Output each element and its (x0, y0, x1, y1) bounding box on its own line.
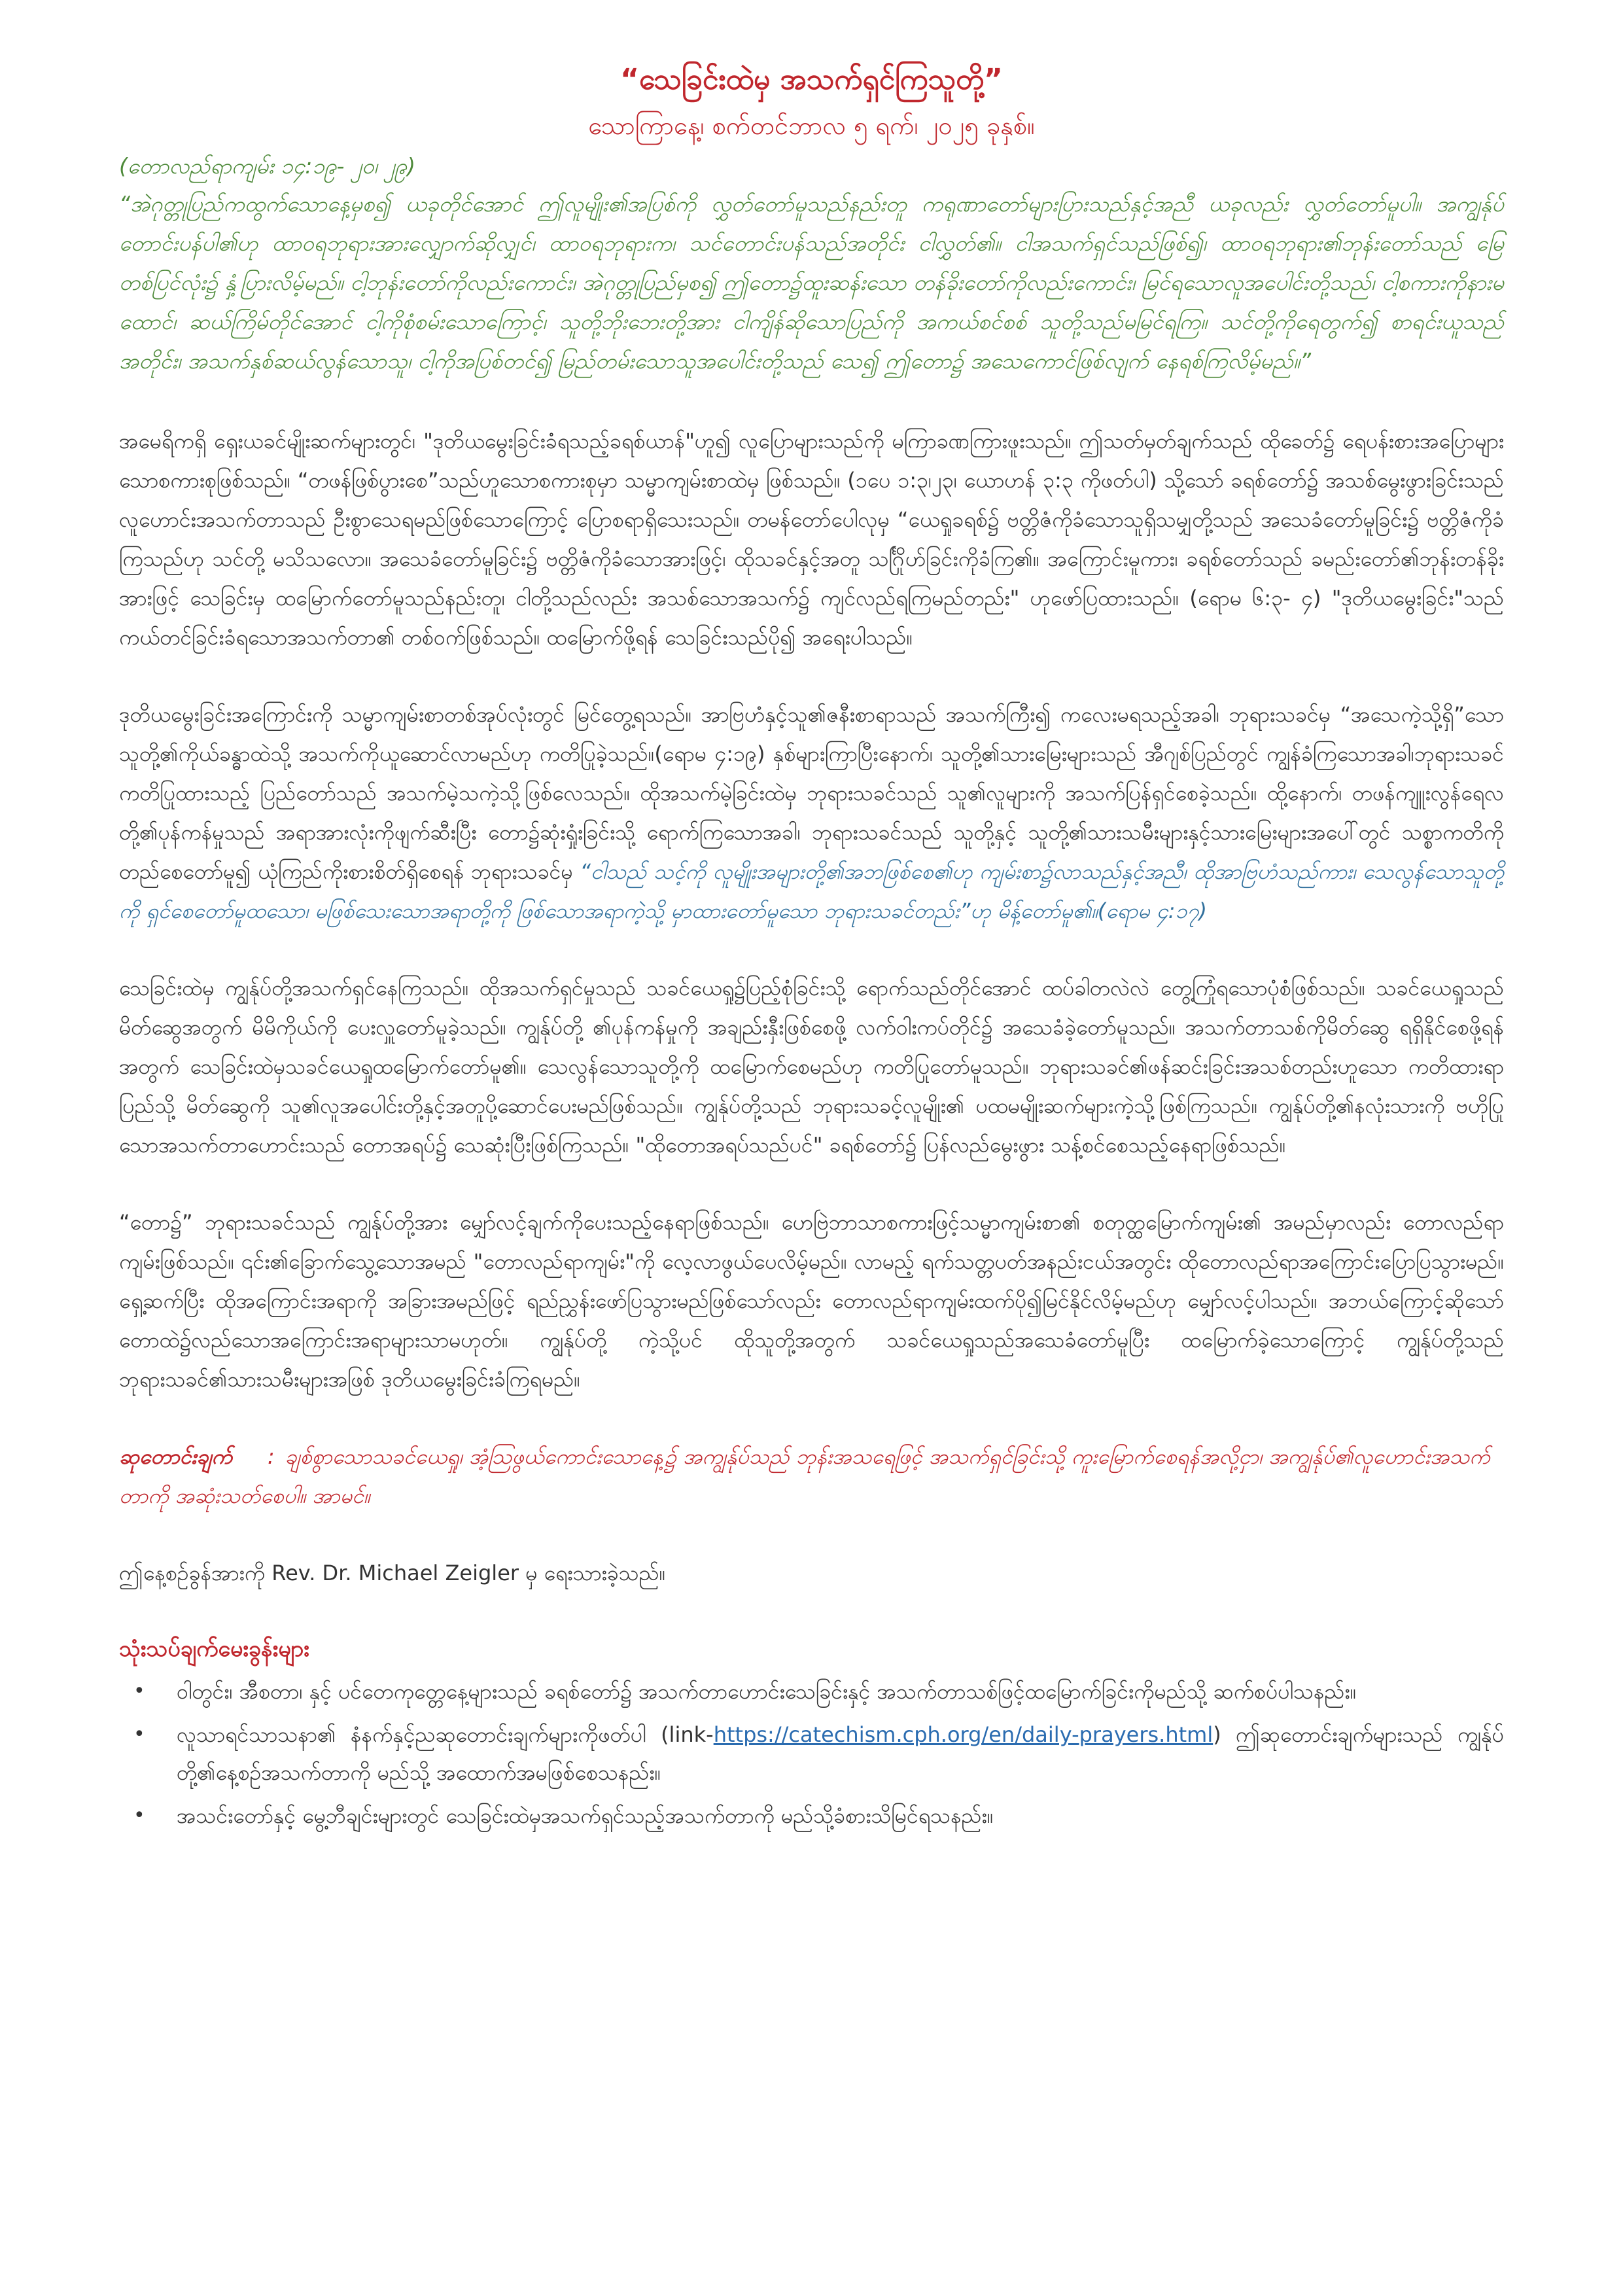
bullet-icon: • (133, 1723, 145, 1746)
daily-prayers-link[interactable]: https://catechism.cph.org/en/daily-prayers.html (713, 1722, 1213, 1747)
reflection-questions-list (119, 1672, 1504, 1835)
bullet-icon: • (133, 1804, 145, 1827)
spacer (119, 930, 1504, 968)
spacer (119, 1593, 1504, 1631)
body-paragraph-1: အမေရိကရှိ ရှေးယခင်မျိုးဆက်များတွင်၊ "ဒုတိယမွေးခြင်းခံရသည့်ခရစ်ယာန်"ဟူ၍ လူပြောများသည်ကို မကြာခဏကြားဖူးသည်။ ဤသတ်မှတ်ချက်သည် ထိုခေတ်၌ ရေပန်းစားအပြောများသောစကားစုဖြစ်သည်။ “တဖန်ဖြစ်ပွားစေ”သည်ဟူသောစကားစုမှာ သမ္မာကျမ်းစာထဲမှ ဖြစ်သည်။ (၁ပေ ၁:၃၊၂၃၊ ယောဟန် ၃:၃ ကိုဖတ်ပါ) သို့သော် ခရစ်တော်၌ အသစ်မွေးဖွားခြင်းသည် လူဟောင်းအသက်တာသည် ဦးစွာသေရမည်ဖြစ်သောကြောင့် ပြောစရာရှိသေးသည်။ တမန်တော်ပေါလုမှ “ယေရှုခရစ်၌ ဗတ္တိဇံကိုခံသောသူရှိသမျှတို့သည် အသေခံတော်မူခြင်း၌ ဗတ္တိဇံကိုခံကြသည်ဟု သင်တို့ မသိသလော။ အသေခံတော်မူခြင်း၌ ဗတ္တိဇံကိုခံသောအားဖြင့်၊ ထိုသခင်နှင့်အတူ သင်္ဂြိုဟ်ခြင်းကိုခံကြ၏။ အကြောင်းမူကား၊ ခရစ်တော်သည် ခမည်းတော်၏ဘုန်းတန်ခိုးအားဖြင့် သေခြင်းမှ ထမြောက်တော်မူသည်နည်းတူ၊ ငါတို့သည်လည်း အသစ်သောအသက်၌ ကျင်လည်ရကြမည်တည်း" ဟုဖော်ပြထားသည်။ (ရောမ ၆:၃- ၄) "ဒုတိယမွေးခြင်း"သည် ကယ်တင်ခြင်းခံရသောအသက်တာ၏ တစ်ဝက်ဖြစ်သည်။ ထမြောက်ဖို့ရန် သေခြင်းသည်ပို၍ အရေးပါသည်။ (119, 429, 1505, 650)
body-paragraph-3: သေခြင်းထဲမှ ကျွန်ုပ်တို့အသက်ရှင်နေကြသည်။ ထိုအသက်ရှင်မှုသည် သခင်ယေရှု၌ပြည့်စုံခြင်းသို့ ရောက်သည်တိုင်အောင် ထပ်ခါတလဲလဲ တွေ့ကြုံရသောပုံစံဖြစ်သည်။ သခင်ယေရှုသည် မိတ်ဆွေအတွက် မိမိကိုယ်ကို ပေးလှူတော်မူခဲ့သည်။ ကျွန်ုပ်တို့ ၏ပုန်ကန်မှုကို အချည်းနှီးဖြစ်စေဖို့ လက်ဝါးကပ်တိုင်၌ အသေခံခဲ့တော်မူသည်။ အသက်တာသစ်ကိုမိတ်ဆွေ ရရှိနိုင်စေဖို့ရန်အတွက် သေခြင်းထဲမှသခင်ယေရှုထမြောက်တော်မူ၏။ သေလွန်သောသူတို့ကို ထမြောက်စေမည်ဟု ကတိပြုတော်မူသည်။ ဘုရားသခင်၏ဖန်ဆင်းခြင်းအသစ်တည်းဟူသော ကတိထားရာပြည်သို့ မိတ်ဆွေကို သူ၏လူအပေါင်းတို့နှင့်အတူပို့ဆောင်ပေးမည်ဖြစ်သည်။ ကျွန်ုပ်တို့သည် ဘုရားသခင့်လူမျိုး၏ ပထမမျိုးဆက်များကဲ့သို့ဖြစ်ကြသည်။ ကျွန်ုပ်တို့၏နလုံးသားကို ဗဟိုပြုသောအသက်တာဟောင်းသည် တောအရပ်၌ သေဆုံးပြီးဖြစ်ကြသည်။ "ထိုတောအရပ်သည်ပင်" ခရစ်တော်၌ ပြန်လည်မွေးဖွား သန့်စင်စေသည့်နေရာဖြစ်သည်။ (119, 976, 1504, 1157)
prayer-label: ဆုတောင်းချက် (119, 1444, 232, 1469)
spacer (119, 1399, 1504, 1437)
body-paragraph-2-main: ဒုတိယမွေးခြင်းအကြောင်းကို သမ္မာကျမ်းစာတစ်အုပ်လုံးတွင် မြင်တွေ့ရသည်။ အာဗြဟံနှင့်သူ၏ဇနီးစာရာသည် အသက်ကြီး၍ ကလေးမရသည့်အခါ၊ ဘုရားသခင်မှ “အသေကဲ့သို့ရှိ”သောသူတို့၏ကိုယ်ခန္ဓာထဲသို့ အသက်ကိုယူဆောင်လာမည်ဟု ကတိပြုခဲ့သည်။(ရောမ ၄:၁၉) နှစ်များကြာပြီးနောက်၊ သူတို့၏သားမြေးများသည် အီဂျစ်ပြည်တွင် ကျွန်ခံကြသောအခါ၊ဘုရားသခင် ကတိပြုထားသည့် ပြည်တော်သည် အသက်မဲ့သကဲ့သို့ဖြစ်လေသည်။ ထိုအသက်မဲ့ခြင်းထဲမှ ဘုရားသခင်သည် သူ၏လူများကို အသက်ပြန်ရှင်စေခဲ့သည်။ ထို့နောက်၊ တဖန်ကျူးလွန်ရေလတို့၏ပုန်ကန်မှုသည် အရာအားလုံးကိုဖျက်ဆီးပြီး တော၌ဆုံးရှုံးခြင်းသို့ ရောက်ကြသောအခါ၊ ဘုရားသခင်သည် သူတို့နှင့် သူတို့၏သားသမီးများနှင့်သားမြေးများအပေါ်တွင် သစ္စာကတိကိုတည်စေတော်မူ၍ ယုံကြည်ကိုးစားစိတ်ရှိစေရန် ဘုရားသခင်မှ (119, 702, 1505, 884)
reflection-question-1 (119, 1672, 1504, 1710)
prayer (119, 1437, 1504, 1515)
spacer (119, 1515, 1504, 1553)
devotion-title: “သေခြင်းထဲမှ အသက်ရှင်ကြသူတို့” (620, 63, 1003, 96)
reflection-questions-heading: သုံးသပ်ချက်မေးခွန်းများ (119, 1636, 309, 1662)
body-paragraph-2 (119, 695, 1504, 930)
scripture-text: “အဲဂုတ္တုပြည်ကထွက်သောနေ့မှစ၍ ယခုတိုင်အောင် ဤလူမျိုး၏အပြစ်ကို လွှတ်တော်မူသည်နည်းတူ ကရုဏာတော်များပြားသည်နှင့်အညီ ယခုလည်း လွှတ်တော်မူပါ။ အကျွန်ုပ်တောင်းပန်ပါ၏ဟု ထာဝရဘုရားအားလျှောက်ဆိုလျှင်၊ ထာဝရဘုရားက၊ သင်တောင်းပန်သည်အတိုင်း ငါလွှတ်၏။ ငါအသက်ရှင်သည်ဖြစ်၍၊ ထာဝရဘုရား၏ဘုန်းတော်သည် မြေတစ်ပြင်လုံး၌ နှံ့ပြားလိမ့်မည်။ ငါ့ဘုန်းတော်ကိုလည်းကောင်း၊ အဲဂုတ္တုပြည်မှစ၍ ဤတော၌ထူးဆန်းသော တန်ခိုးတော်ကိုလည်းကောင်း၊ မြင်ရသောလူအပေါင်းတို့သည်၊ ငါ့စကားကိုနားမထောင်၊ ဆယ်ကြိမ်တိုင်အောင် ငါ့ကိုစုံစမ်းသောကြောင့်၊ သူတို့ဘိုးဘေးတို့အား ငါကျိန်ဆိုသောပြည်ကို အကယ်စင်စစ် သူတို့သည်မမြင်ရကြ။ သင်တို့ကိုရေတွက်၍ စာရင်းယူသည်အတိုင်း၊ အသက်နှစ်ဆယ်လွန်သောသူ၊ ငါ့ကိုအပြစ်တင်၍ မြည်တမ်းသောသူအပေါင်းတို့သည် သေ၍ ဤတော၌ အသေကောင်ဖြစ်လျက် နေရစ်ကြလိမ့်မည်။” (119, 191, 1504, 374)
body-paragraph-2-quote: “ငါသည် သင့်ကို လူမျိုးအများတို့၏အဘဖြစ်စေ၏ဟု ကျမ်းစာ၌လာသည်နှင့်အညီ၊ ထိုအာဗြဟံသည်ကား၊ သေလွန်သောသူတို့ကို ရှင်စေတော်မူထသော၊ မဖြစ်သေးသောအရာတို့ကို ဖြစ်သောအရာကဲ့သို့ မှာထားတော်မူသော ဘုရားသခင်တည်း”ဟု မိန့်တော်မူ၏။(ရောမ ၄:၁၇) (119, 859, 1505, 923)
prayer-separator: : (267, 1444, 275, 1469)
prayer-text: ချစ်စွာသောသခင်ယေရှု၊ အံ့ဩဖွယ်ကောင်းသောနေ့၌ အကျွန်ုပ်သည် ဘုန်းအသရေဖြင့် အသက်ရှင်ခြင်းသို့ ကူးမြောက်စေရန်အလို့ငှာ၊ အကျွန်ုပ်၏လူဟောင်းအသက်တာကို အဆုံးသတ်စေပါ။ အာမင်။ (119, 1444, 1490, 1508)
devotion-date: သောကြာနေ့၊ စက်တင်ဘာလ ၅ ရက်၊ ၂၀၂၅ ခုနှစ်။ (588, 111, 1035, 140)
question-text: ဝါတွင်း၊ အီစတာ၊ နှင့် ပင်တေကုတ္တေနေ့များသည် ခရစ်တော်၌ အသက်တာဟောင်းသေခြင်းနှင့် အသက်တာသစ်ဖြင့်ထမြောက်ခြင်းကိုမည်သို့ ဆက်စပ်ပါသနည်း။ (177, 1679, 1357, 1704)
reflection-question-2 (119, 1716, 1504, 1792)
question-text-before-link: လူသာရင်သာသနာ၏ နံနက်နှင့်ညဆုတောင်းချက်များကိုဖတ်ပါ (link- (177, 1722, 714, 1747)
reflection-question-3 (119, 1797, 1504, 1835)
spacer (119, 381, 1504, 421)
spacer (119, 657, 1504, 695)
spacer (119, 1165, 1504, 1203)
question-text: အသင်းတော်နှင့် မွေ့ဘီချင်းများတွင် သေခြင်းထဲမှအသက်ရှင်သည့်အသက်တာကို မည်သို့ခံစားသိမြင်ရသနည်း။ (177, 1803, 994, 1828)
scripture-reference: (တောလည်ရာကျမ်း ၁၄:၁၉- ၂၀၊ ၂၉) (119, 153, 415, 179)
body-paragraph-4: “တော၌” ဘုရားသခင်သည် ကျွန်ုပ်တို့အား မျှော်လင့်ချက်ကိုပေးသည့်နေရာဖြစ်သည်။ ဟေဗြဲဘာသာစကားဖြင့်သမ္မာကျမ်းစာ၏ စတုတ္ထမြောက်ကျမ်း၏ အမည်မှာလည်း တောလည်ရာကျမ်းဖြစ်သည်။ ၎င်း၏ခြောက်သွေ့သောအမည် "တောလည်ရာကျမ်း"ကို လေ့လာဖွယ်ပေလိမ့်မည်။ လာမည့် ရက်သတ္တပတ်အနည်းငယ်အတွင်း ထိုတောလည်ရာအကြောင်းပြောပြသွားမည်။ ရှေ့ဆက်ပြီး ထိုအကြောင်းအရာကို အခြားအမည်ဖြင့် ရည်ညွှန်းဖော်ပြသွားမည်ဖြစ်သော်လည်း တောလည်ရာကျမ်းထက်ပို၍မြင်နိုင်လိမ့်မည်ဟု မျှော်လင့်ပါသည်။ အဘယ်ကြောင့်ဆိုသော် တောထဲ၌လည်သောအကြောင်းအရာများသာမဟုတ်။ ကျွန်ုပ်တို့ ကဲ့သို့ပင် ထိုသူတို့အတွက် သခင်ယေရှုသည်အသေခံတော်မူပြီး ထမြောက်ခဲ့သောကြောင့် ကျွန်ုပ်တို့သည်ဘုရားသခင်၏သားသမီးများအဖြစ် ဒုတိယမွေးခြင်းခံကြရမည်။ (119, 1210, 1504, 1392)
bullet-icon: • (133, 1680, 145, 1703)
question-text-after-link: ) ဤဆုတောင်းချက်များသည် ကျွန်ုပ်တို့၏နေ့စဉ်အသက်တာကို မည်သို့ အထောက်အမဖြစ်စေသနည်း။ (177, 1722, 1504, 1785)
author-credit: ဤနေ့စဉ်ခွန်အားကို Rev. Dr. Michael Zeigler မှ ရေးသားခဲ့သည်။ (119, 1561, 666, 1585)
